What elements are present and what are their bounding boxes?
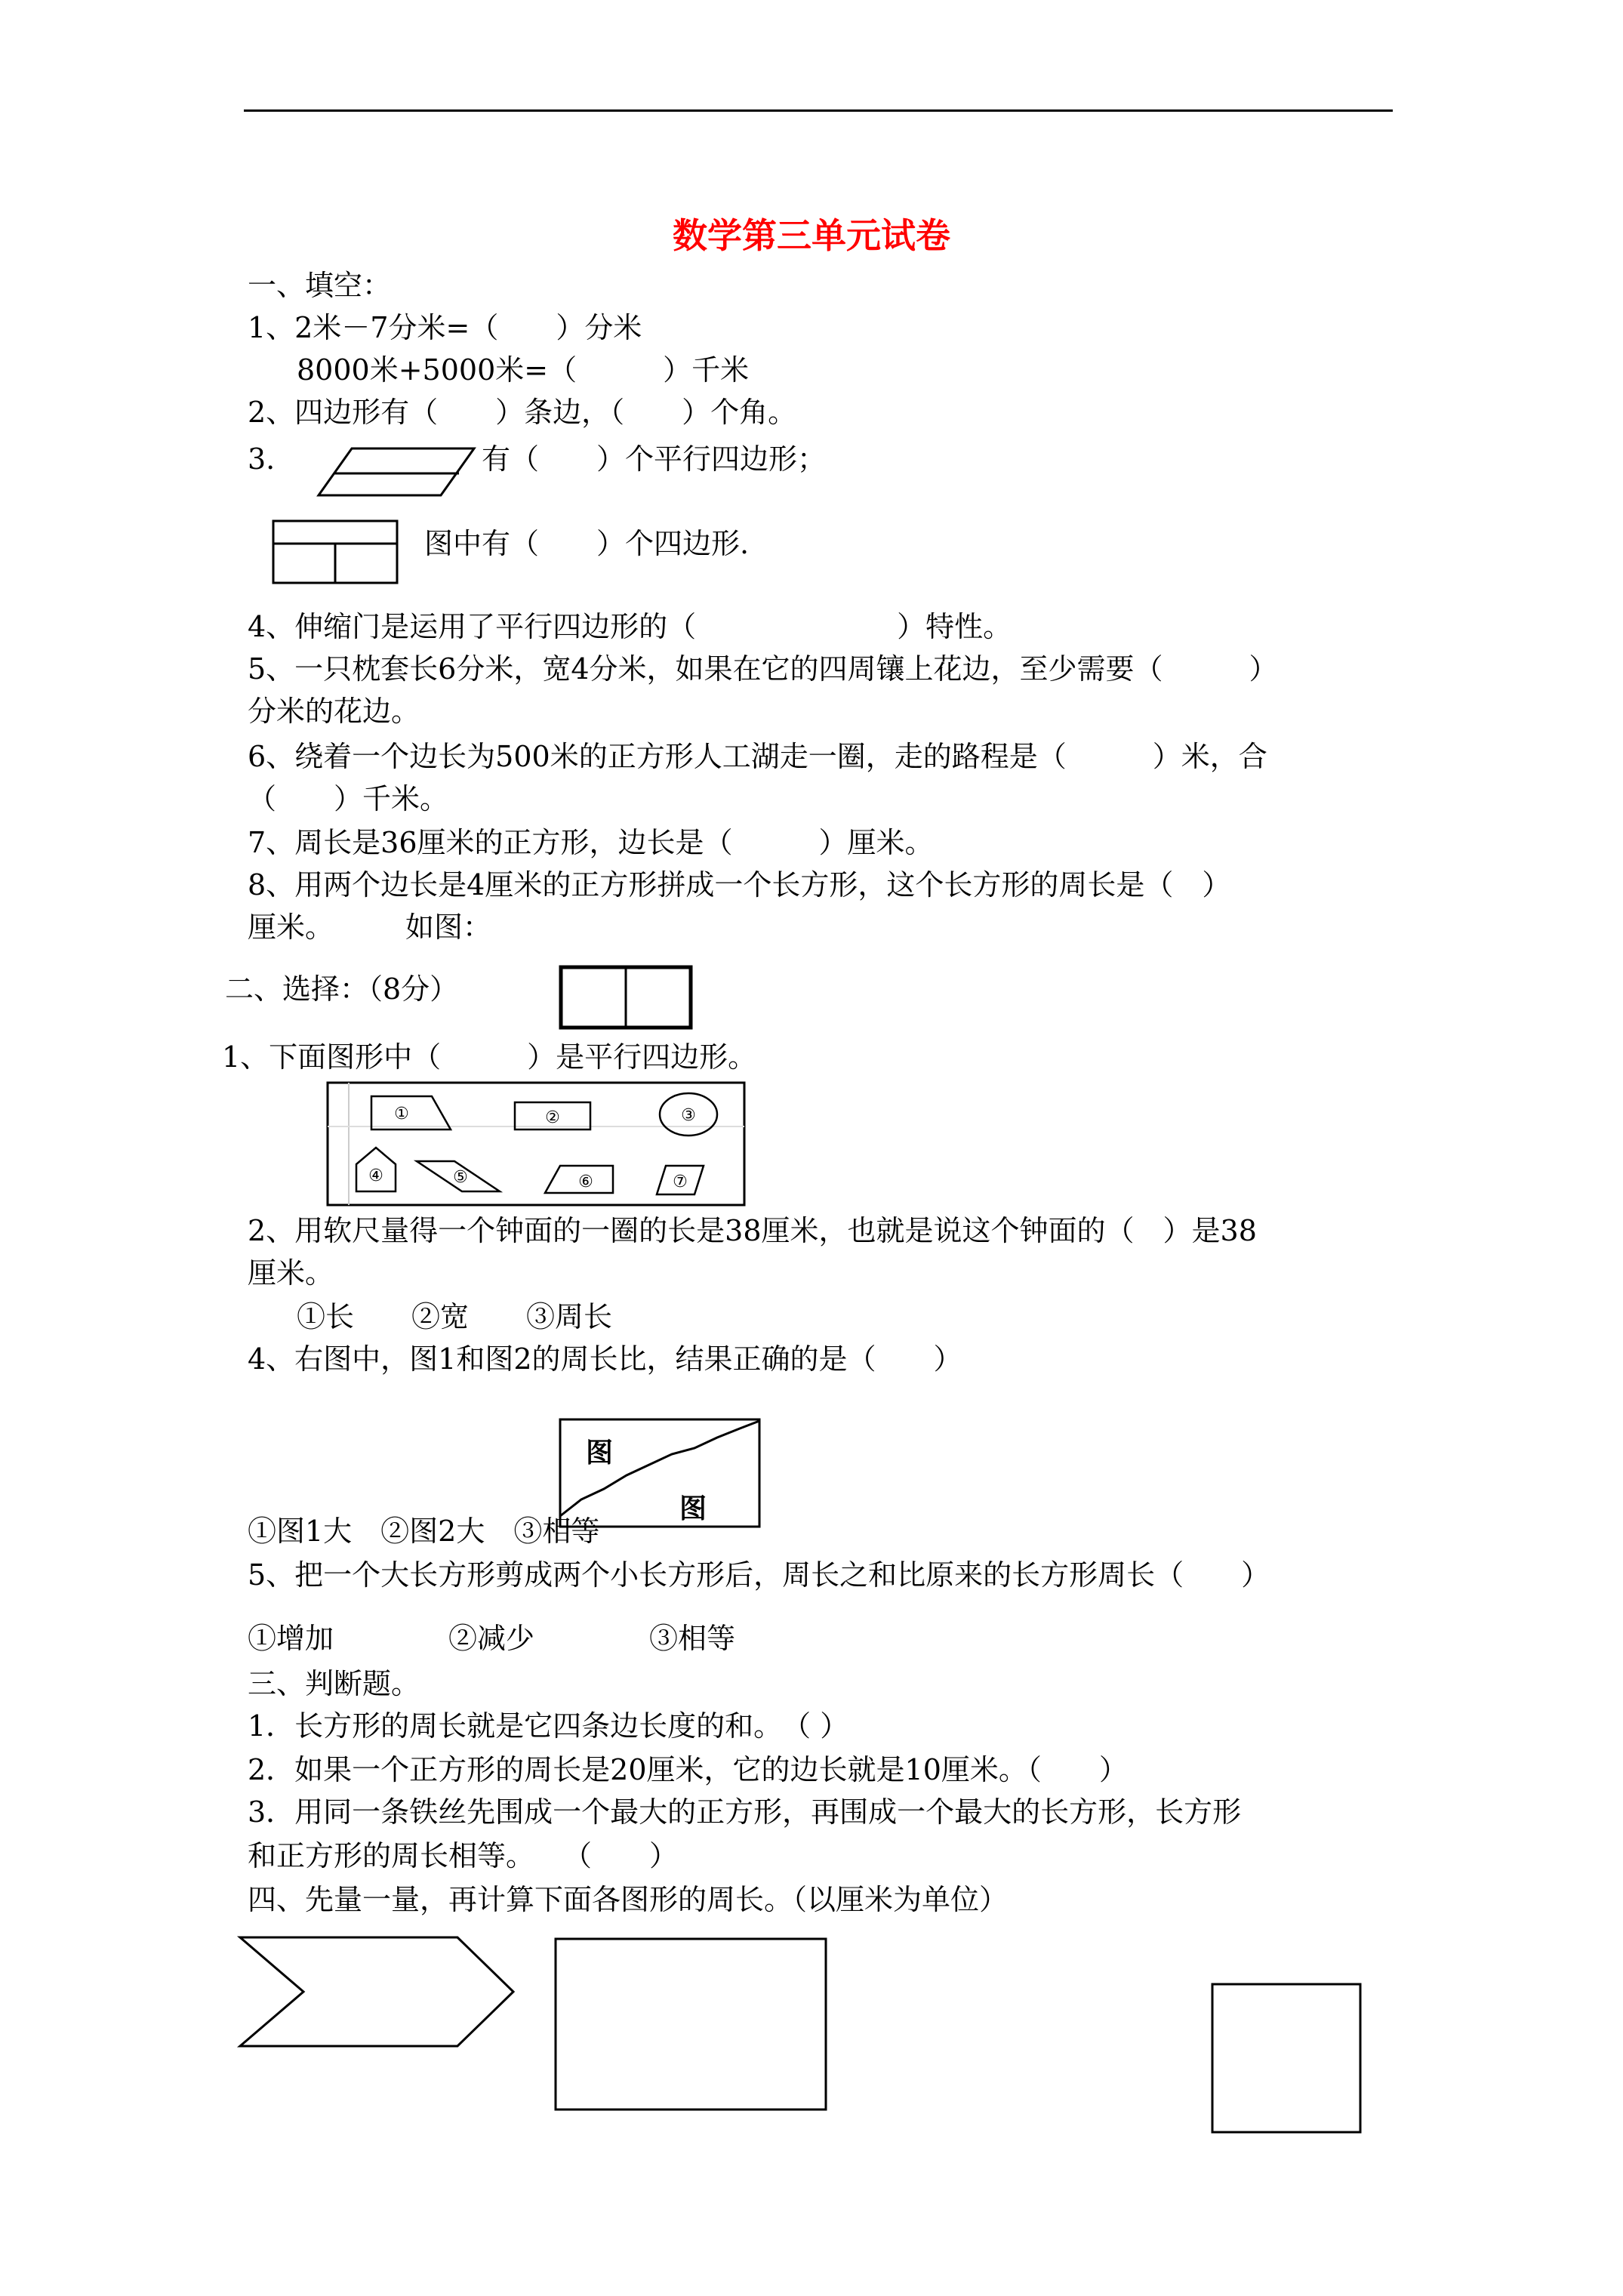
question-3-3-line2: 和正方形的周长相等。 （ ）	[248, 1839, 679, 1872]
question-2-5-options: ①增加 ②减少 ③相等	[248, 1622, 736, 1655]
question-1-5-line2: 分米的花边。	[248, 695, 420, 728]
shape-label-4: ④	[368, 1166, 383, 1185]
parallelogram-figure	[317, 445, 476, 498]
question-3-1: 1．长方形的周长就是它四条边长度的和。 （ ）	[248, 1709, 849, 1743]
shape-label-1: ①	[394, 1105, 409, 1123]
shape-label-5: ⑤	[453, 1168, 468, 1187]
figure-label-1: 图	[586, 1438, 614, 1469]
question-2-2-options: ①长 ②宽 ③周长	[297, 1300, 613, 1333]
question-2-2-line1: 2、用软尺量得一个钟面的一圈的长是38厘米，也就是说这个钟面的（ ）是38	[248, 1214, 1257, 1247]
question-1-8-line2: 厘米。 如图：	[248, 911, 492, 944]
shape-label-7: ⑦	[673, 1173, 688, 1191]
question-2-4: 4、右图中，图1和图2的周长比，结果正确的是（ ）	[248, 1342, 962, 1376]
section2-heading: 二、选择：（8分）	[225, 972, 459, 1006]
question-2-5: 5、把一个大长方形剪成两个小长方形后，周长之和比原来的长方形周长（ ）	[248, 1558, 1270, 1592]
question-1-5-line1: 5、一只枕套长6分米，宽4分米，如果在它的四周镶上花边，至少需要（ ）	[248, 652, 1278, 686]
section4-heading: 四、先量一量，再计算下面各图形的周长。（以厘米为单位）	[248, 1883, 1009, 1916]
header-rule	[244, 109, 1393, 112]
question-1-8-line1: 8、用两个边长是4厘米的正方形拼成一个长方形，这个长方形的周长是（ ）	[248, 868, 1231, 901]
shape-label-6: ⑥	[578, 1173, 593, 1191]
question-1-1-line1: 1、2米－7分米=（ ）分米	[248, 311, 642, 344]
question-1-6-line2: （ ）千米。	[248, 782, 449, 815]
question-1-4: 4、伸缩门是运用了平行四边形的（ ）特性。	[248, 610, 1012, 643]
shape-label-3: ③	[681, 1106, 696, 1125]
question-2-1: 1、下面图形中（ ）是平行四边形。	[222, 1040, 757, 1074]
split-rectangle-figure	[559, 1418, 762, 1530]
question-1-3-number: 3.	[248, 442, 276, 476]
section3-heading: 三、判断题。	[248, 1667, 420, 1700]
page-title: 数学第三单元试卷	[673, 215, 950, 256]
square-figure	[1211, 1983, 1362, 2134]
shape-label-2: ②	[545, 1108, 560, 1127]
question-1-3-line2: 图中有（ ）个四边形.	[424, 527, 750, 560]
question-1-3-line1: 有（ ）个平行四边形；	[482, 442, 827, 476]
question-1-2: 2、四边形有（ ）条边，（ ）个角。	[248, 396, 797, 429]
question-1-6-line1: 6、绕着一个边长为500米的正方形人工湖走一圈，走的路程是（ ）米，合	[248, 740, 1267, 773]
two-squares-figure	[559, 965, 693, 1030]
rectangle-grid-figure	[272, 519, 400, 584]
question-2-2-line2: 厘米。	[248, 1256, 334, 1290]
shapes-choice-figure	[326, 1081, 746, 1207]
question-1-1-line2: 8000米+5000米=（ ）千米	[297, 353, 750, 387]
section1-heading: 一、填空：	[248, 269, 392, 302]
question-3-3-line1: 3．用同一条铁丝先围成一个最大的正方形，再围成一个最大的长方形，长方形	[248, 1795, 1242, 1829]
question-3-2: 2．如果一个正方形的周长是20厘米，它的边长就是10厘米。（ ）	[248, 1753, 1128, 1786]
figure-label-2: 图	[679, 1493, 707, 1524]
rectangle-figure	[554, 1937, 829, 2113]
question-2-4-options: ①图1大 ②图2大 ③相等	[248, 1515, 600, 1548]
arrow-shape-figure	[239, 1936, 515, 2049]
question-1-7: 7、周长是36厘米的正方形，边长是（ ）厘米。	[248, 826, 934, 859]
